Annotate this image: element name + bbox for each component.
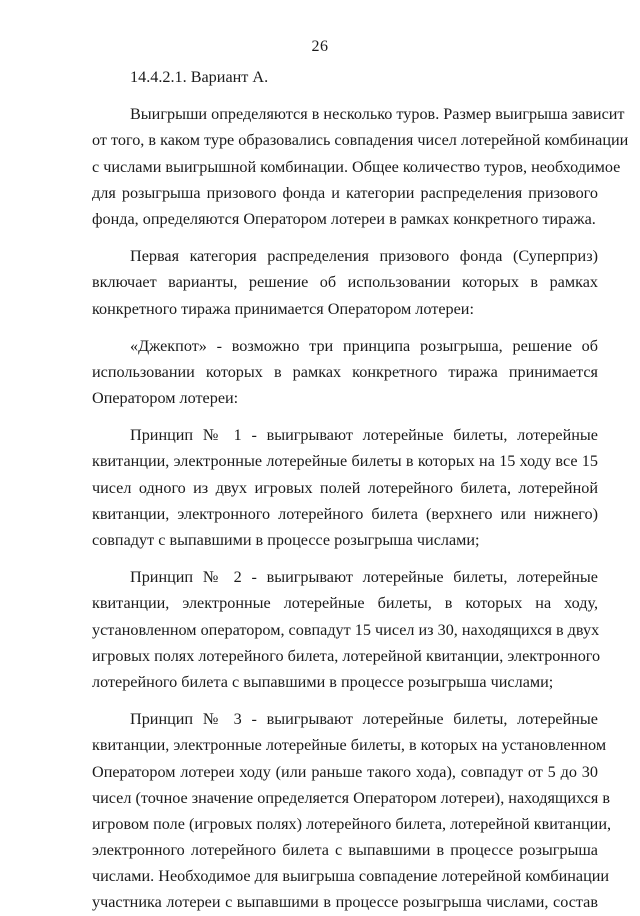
- paragraph-2: [92, 243, 598, 322]
- paragraph-1: [92, 101, 629, 232]
- paragraph-4: [92, 422, 598, 553]
- paragraph-line: Первая категория распределения призового фонда (Суперприз): [130, 247, 598, 266]
- paragraph-line: квитанции, электронного лотерейного билета (верхнего или нижнего): [92, 504, 598, 523]
- paragraph-line: конкретного тиража принимается Оператором лотереи:: [92, 299, 474, 318]
- paragraph-line: установленном оператором, совпадут 15 чисел из 30, находящихся в двух: [92, 620, 600, 639]
- paragraph-line: электронного лотерейного билета с выпавшими в процессе розыгрыша: [92, 841, 598, 860]
- paragraph-line: Оператором лотереи:: [92, 389, 239, 408]
- paragraph-line: включает варианты, решение об использовании которых в рамках: [92, 273, 598, 292]
- paragraph-line: фонда, определяются Оператором лотереи в рамках конкретного тиража.: [92, 209, 596, 228]
- paragraph-line: использовании которых в рамках конкретного тиража принимается: [92, 362, 598, 381]
- paragraph-line: Принцип № 2 - выигрывают лотерейные билеты, лотерейные: [130, 568, 598, 587]
- paragraph-line: чисел одного из двух игровых полей лотерейного билета, лотерейной: [92, 478, 598, 497]
- paragraph-line: Принцип № 1 - выигрывают лотерейные билеты, лотерейные: [130, 426, 598, 445]
- paragraph-line: совпадут с выпавшими в процессе розыгрыша числами;: [92, 531, 480, 549]
- paragraph-line: квитанции, электронные лотерейные билеты, в которых на ходу,: [92, 594, 598, 613]
- paragraph-line: числами. Необходимое для выигрыша совпадение лотерейной комбинации: [92, 867, 610, 886]
- paragraph-line: с числами выигрышной комбинации. Общее количество туров, необходимое: [92, 157, 621, 176]
- paragraph-line: лотерейного билета с выпавшими в процессе розыгрыша числами;: [92, 672, 554, 691]
- paragraph-line: «Джекпот» - возможно три принципа розыгрыша, решение об: [130, 336, 598, 355]
- paragraph-line: чисел (точное значение определяется Оператором лотереи), находящихся в: [92, 788, 610, 807]
- paragraph-line: игровом поле (игровых полях) лотерейного билета, лотерейной квитанции,: [92, 814, 612, 833]
- paragraph-line: от того, в каком туре образовались совпадения чисел лотерейной комбинации: [92, 131, 629, 150]
- paragraph-line: квитанции, электронные лотерейные билеты, в которых на установленном: [92, 736, 607, 755]
- paragraph-line: игровых полях лотерейного билета, лотерейной квитанции, электронного: [92, 646, 601, 665]
- paragraph-line: Выигрыши определяются в несколько туров. Размер выигрыша зависит: [130, 105, 625, 124]
- page-number: 26: [311, 38, 329, 55]
- paragraph-5: [92, 564, 601, 695]
- paragraph-line: участника лотереи с выпавшими в процессе розыгрыша числами, состав: [92, 893, 598, 912]
- paragraph-line: Оператором лотереи ходу (или раньше такого хода), совпадут от 5 до 30: [92, 762, 598, 781]
- paragraph-line: квитанции, электронные лотерейные билеты в которых на 15 ходу все 15: [92, 452, 598, 471]
- paragraph-3: [92, 333, 598, 412]
- paragraph-line: для розыгрыша призового фонда и категории распределения призового: [92, 183, 598, 202]
- section-heading: 14.4.2.1. Вариант А.: [130, 68, 269, 86]
- paragraph-6: [92, 706, 612, 916]
- document-body: [92, 64, 629, 916]
- paragraph-line: Принцип № 3 - выигрывают лотерейные билеты, лотерейные: [130, 710, 598, 729]
